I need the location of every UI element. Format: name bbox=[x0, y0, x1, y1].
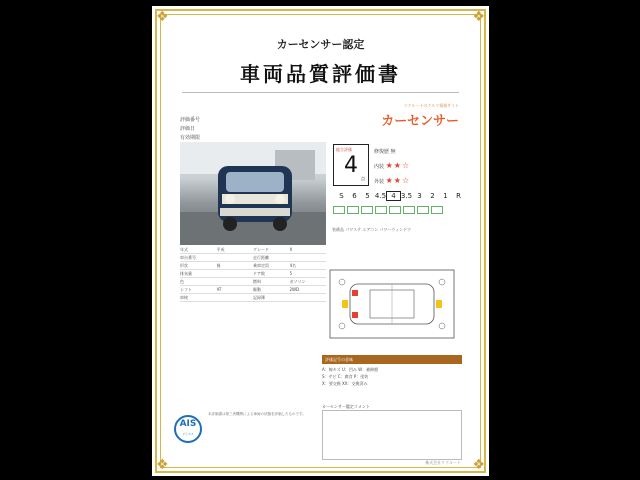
spec-row: シフト AT 駆動 2WD bbox=[180, 286, 326, 294]
feature-chip bbox=[333, 206, 345, 214]
eval-value: 無 bbox=[390, 149, 396, 155]
grade: 6 bbox=[352, 192, 357, 200]
grade: 3.5 bbox=[400, 192, 413, 200]
ornament-icon: ❖ bbox=[472, 9, 485, 25]
eval-row bbox=[374, 159, 410, 174]
eval-label: 内装 bbox=[374, 164, 385, 170]
ornament-icon: ❖ bbox=[472, 457, 485, 473]
spec-row: 色 燃料 ガソリン bbox=[180, 278, 326, 286]
feature-chip bbox=[403, 206, 415, 214]
feature-chip bbox=[417, 206, 429, 214]
comment-box bbox=[322, 410, 462, 460]
spec-row: 排気量 ドア数 5 bbox=[180, 270, 326, 278]
grade-scale bbox=[335, 192, 465, 200]
grade: 3 bbox=[417, 192, 422, 200]
id-row: 評価日 bbox=[180, 126, 196, 132]
feature-chip bbox=[375, 206, 387, 214]
note-line: S：サビ C：腐食 P：塗装 bbox=[322, 374, 369, 379]
damage-diagram bbox=[322, 264, 462, 344]
grade: S bbox=[339, 192, 344, 200]
note-line: A：線キズ U：凹み W：補修歴 bbox=[322, 367, 379, 372]
document-title: 車両品質評価書 bbox=[240, 62, 401, 86]
footer-text: 株式会社リクルート bbox=[425, 460, 461, 465]
equipment-text: 装備品 パワステ エアコン パワーウィンドウ bbox=[332, 227, 412, 232]
overall-score-box bbox=[333, 144, 369, 186]
divider bbox=[182, 92, 459, 93]
evaluation-list bbox=[374, 146, 410, 189]
feature-chip bbox=[389, 206, 401, 214]
feature-chip bbox=[431, 206, 443, 214]
spec-row: 年式 平成 グレード X bbox=[180, 246, 326, 254]
disclaimer: 本評価書は第三者機関による車両の状態を評価したものです。 bbox=[208, 412, 306, 416]
car-photo bbox=[180, 142, 326, 245]
grade: 4.5 bbox=[374, 192, 387, 200]
spec-row: 車検 記録簿 bbox=[180, 294, 326, 302]
feature-chips bbox=[333, 206, 443, 214]
certificate bbox=[152, 6, 489, 476]
note-line: X：要交換 XX：交換済み bbox=[322, 381, 368, 386]
star-rating: ★★☆ bbox=[385, 176, 411, 185]
eval-label: 修復歴 bbox=[374, 149, 390, 155]
id-row: 評価番号 bbox=[180, 117, 201, 123]
overall-score: 4 bbox=[344, 153, 358, 178]
ais-logo-text: AIS bbox=[179, 419, 197, 429]
id-rows bbox=[180, 116, 200, 143]
spec-row: 形状 軽 乗車定員 4名 bbox=[180, 262, 326, 270]
feature-chip bbox=[347, 206, 359, 214]
grade: R bbox=[456, 192, 461, 200]
id-row: 有効期限 bbox=[180, 135, 201, 141]
car-illustration bbox=[180, 142, 326, 245]
star-rating: ★★☆ bbox=[385, 161, 411, 170]
document-subtitle: カーセンサー認定 bbox=[276, 38, 365, 51]
ornament-icon: ❖ bbox=[156, 457, 169, 473]
brand-logo: カーセンサー bbox=[381, 114, 459, 129]
notes bbox=[322, 366, 462, 387]
grade: 1 bbox=[443, 192, 448, 200]
eval-row bbox=[374, 146, 410, 159]
feature-chip bbox=[361, 206, 373, 214]
spec-table bbox=[180, 246, 326, 302]
eval-label: 外装 bbox=[374, 179, 385, 185]
score-label: 総合評価 bbox=[336, 147, 352, 152]
brand-tagline: リクルートのクルマ情報サイト bbox=[403, 103, 459, 108]
notes-header: 評価記号の意味 bbox=[322, 355, 462, 364]
grade-selected: 4 bbox=[387, 192, 400, 200]
ais-logo-subtext: アイエス bbox=[182, 432, 194, 436]
spec-row: 車台番号 走行距離 bbox=[180, 254, 326, 262]
grade: 5 bbox=[365, 192, 370, 200]
grade: 2 bbox=[430, 192, 435, 200]
eval-row bbox=[374, 174, 410, 189]
score-unit: 点 bbox=[361, 176, 365, 181]
ais-logo bbox=[174, 415, 202, 443]
ornament-icon: ❖ bbox=[156, 9, 169, 25]
comment-header: カーセンサー鑑定コメント bbox=[322, 404, 370, 409]
